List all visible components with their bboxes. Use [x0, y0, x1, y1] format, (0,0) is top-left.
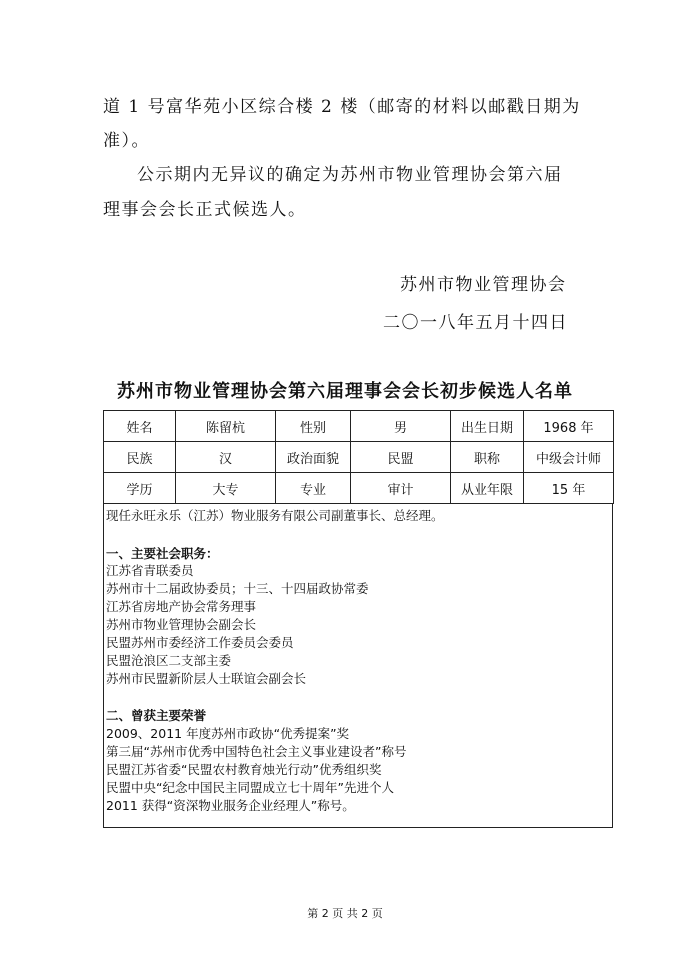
table-cell: 大专 [176, 473, 276, 504]
paragraph-line-4: 理事会会长正式候选人。 [103, 200, 307, 220]
table-cell: 学历 [104, 473, 176, 504]
section-heading-honors: 二、曾获主要荣誉 [106, 708, 207, 723]
candidate-detail-box [103, 503, 613, 828]
table-cell: 民盟 [351, 442, 451, 473]
list-item: 苏州市物业管理协会副会长 [106, 617, 257, 632]
table-cell: 汉 [176, 442, 276, 473]
list-item: 民盟中央“纪念中国民主同盟成立七十周年”先进个人 [106, 780, 394, 795]
table-row [104, 442, 614, 473]
table-cell: 职称 [451, 442, 524, 473]
list-item: 苏州市民盟新阶层人士联谊会副会长 [106, 671, 307, 686]
table-cell: 专业 [276, 473, 351, 504]
list-item: 民盟沧浪区二支部主委 [106, 653, 232, 668]
page-footer: 第 2 页 共 2 页 [307, 907, 383, 920]
list-item: 苏州市十二届政协委员；十三、十四届政协常委 [106, 581, 369, 596]
paragraph-line-2: 准）。 [103, 131, 150, 151]
table-cell: 15 年 [524, 473, 614, 504]
table-cell: 中级会计师 [524, 442, 614, 473]
paragraph-line-3: 公示期内无异议的确定为苏州市物业管理协会第六届 [137, 165, 563, 185]
doc-title: 苏州市物业管理协会第六届理事会会长初步候选人名单 [117, 381, 573, 402]
list-item: 江苏省青联委员 [106, 563, 194, 578]
candidate-info-table [103, 410, 614, 504]
list-item: 民盟苏州市委经济工作委员会委员 [106, 635, 294, 650]
table-cell: 姓名 [104, 411, 176, 442]
table-cell: 民族 [104, 442, 176, 473]
table-cell: 1968 年 [524, 411, 614, 442]
table-cell: 男 [351, 411, 451, 442]
section-heading-social-roles: 一、主要社会职务： [106, 546, 219, 561]
list-item: 民盟江苏省委“民盟农村教育烛光行动”优秀组织奖 [106, 762, 382, 777]
table-cell: 性别 [276, 411, 351, 442]
list-item: 第三届“苏州市优秀中国特色社会主义事业建设者”称号 [106, 744, 407, 759]
paragraph-line-1: 道 1 号富华苑小区综合楼 2 楼（邮寄的材料以邮戳日期为 [103, 97, 581, 117]
list-item: 2009、2011 年度苏州市政协“优秀提案”奖 [106, 726, 350, 741]
list-item: 江苏省房地产协会常务理事 [106, 599, 257, 614]
table-cell: 政治面貌 [276, 442, 351, 473]
table-row [104, 411, 614, 442]
table-cell: 陈留杭 [176, 411, 276, 442]
current-position: 现任永旺永乐（江苏）物业服务有限公司副董事长、总经理。 [106, 508, 444, 523]
signature-org: 苏州市物业管理协会 [400, 275, 567, 295]
table-row [104, 473, 614, 504]
table-cell: 从业年限 [451, 473, 524, 504]
list-item: 2011 获得“资深物业服务企业经理人”称号。 [106, 798, 355, 813]
signature-date: 二〇一八年五月十四日 [383, 313, 568, 333]
table-cell: 审计 [351, 473, 451, 504]
table-cell: 出生日期 [451, 411, 524, 442]
